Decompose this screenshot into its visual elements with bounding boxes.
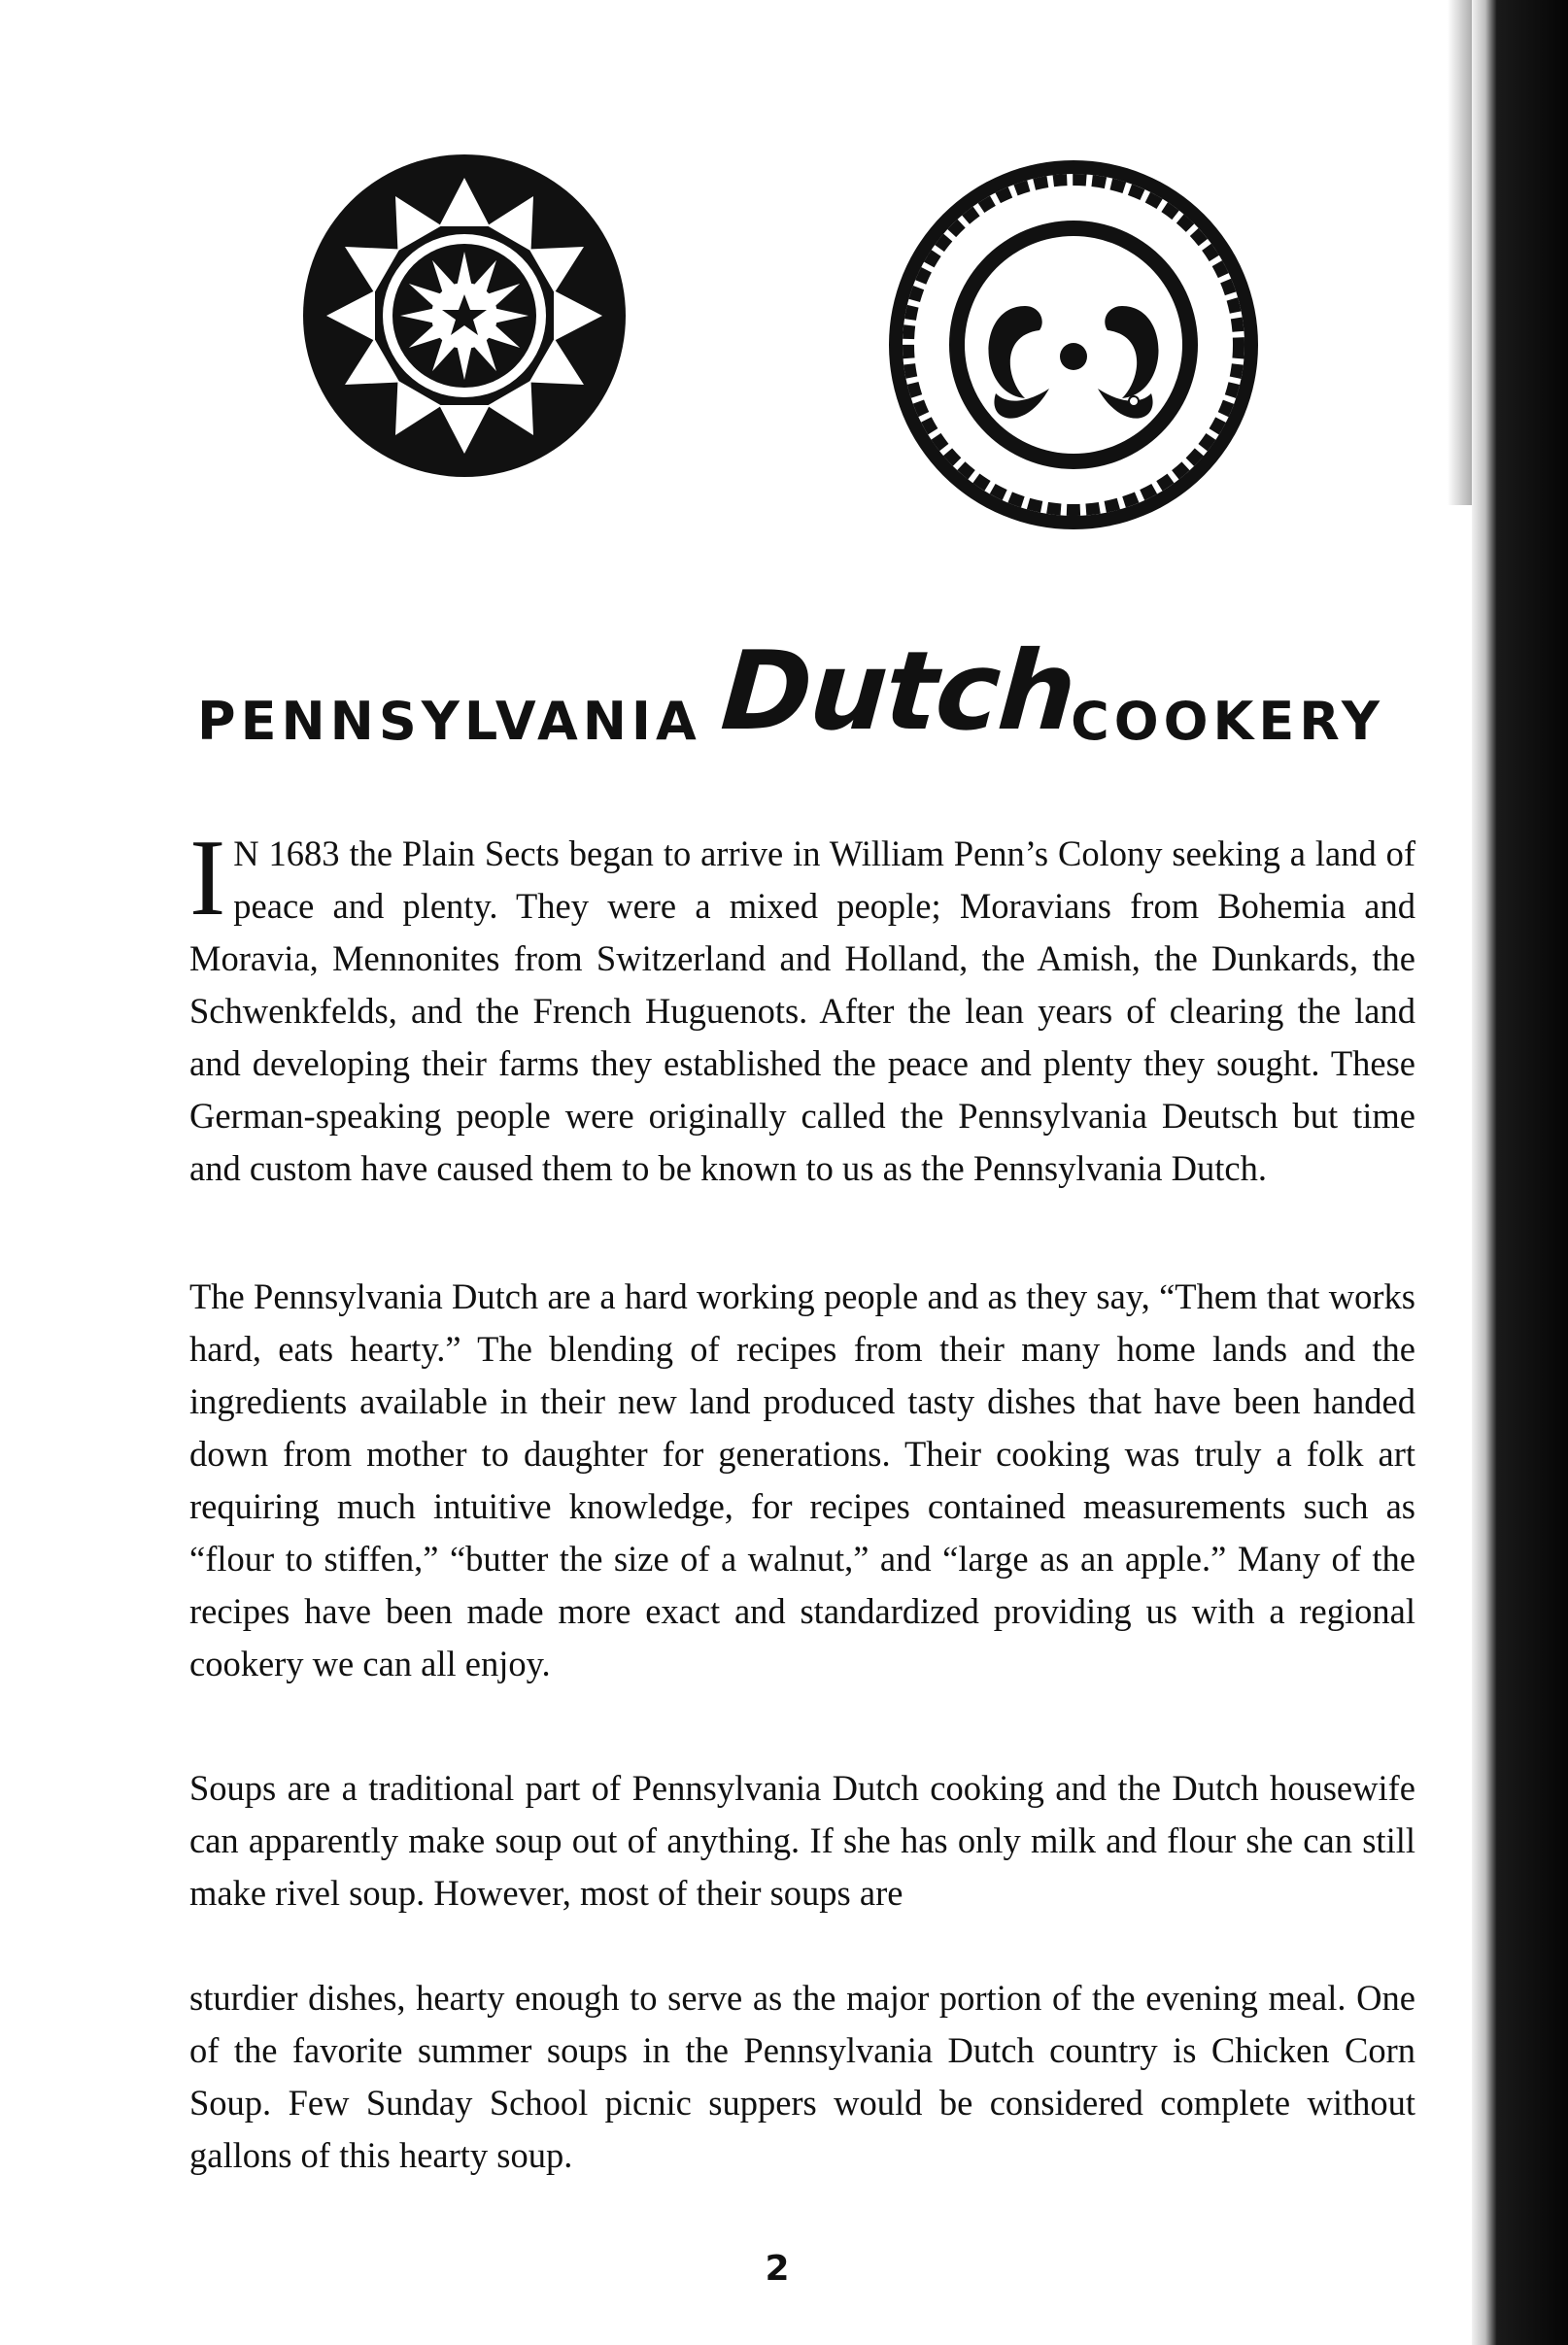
hex-sign-swirl-icon xyxy=(879,151,1268,539)
title-cookery: COOKERY xyxy=(1071,691,1384,752)
paragraph-2-text: The Pennsylvania Dutch are a hard working people and as they say, “Them that works hard, eats hearty.” The blending of recipes from their many home lands and the ingredients available in their new land produced tasty dishes that have been handed down from mother to daughter for generations. Their cooking was truly a folk art requiring much intuitive knowledge, for recipes contained measurements such as “flour to stiffen,” “butter the size of a walnut,” and “large as an apple.” Many of the recipes have been made more exact and standardized providing us with a regional cookery we can all enjoy. xyxy=(189,1276,1415,1683)
title-pennsylvania: PENNSYLVANIA xyxy=(197,691,701,752)
paragraph-3-text: Soups are a traditional part of Pennsylvania Dutch cooking and the Dutch housewife can apparently make soup out of anything. If she has only milk and flour she can still make rivel soup. However, most of their soups are xyxy=(189,1768,1415,1913)
paragraph-4 xyxy=(189,1972,1415,2182)
hex-sign-star-icon xyxy=(299,151,630,481)
binding-edge xyxy=(1472,0,1568,2345)
page-title xyxy=(189,629,1384,782)
title-dutch: Dutch xyxy=(717,629,1078,755)
drop-cap: I xyxy=(189,818,226,938)
paragraph-1-text: N 1683 the Plain Sects began to arrive in William Penn’s Colony seeking a land of peace and plenty. They were a mixed people; Moravians from Bohemia and Moravia, Mennonites from Switzerland and Holland, the Amish, the Dunkards, the Schwenkfelds, and the French Huguenots. After the lean years of clearing the land and developing their farms they established the peace and plenty they sought. These German-speaking people were originally called the Pennsylvania Deutsch but time and custom have caused them to be known to us as the Pennsylvania Dutch. xyxy=(189,833,1415,1188)
paragraph-3 xyxy=(189,1762,1415,1920)
paragraph-4-text: sturdier dishes, hearty enough to serve as the major portion of the evening meal. One of the favorite summer soups in the Pennsylvania Dutch country is Chicken Corn Soup. Few Sunday School picnic suppers would be considered complete without gallons of this hearty soup. xyxy=(189,1978,1415,2175)
paragraph-2 xyxy=(189,1271,1415,1690)
paragraph-1 xyxy=(189,818,1415,1195)
page-number: 2 xyxy=(765,2249,790,2289)
